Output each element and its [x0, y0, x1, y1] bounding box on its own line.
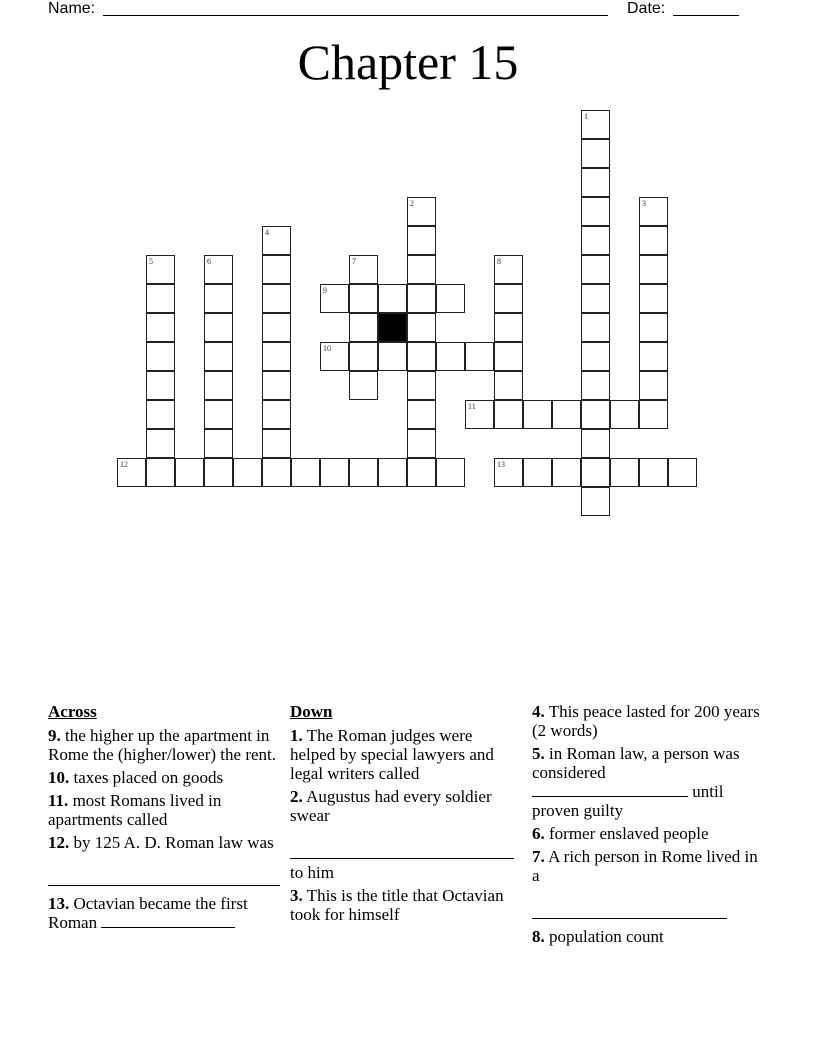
clue-text: former enslaved people — [549, 824, 709, 843]
clues-column-1 — [48, 702, 284, 936]
crossword-cell[interactable] — [436, 342, 465, 371]
clue-down-7 — [532, 847, 768, 923]
clue-down-4 — [532, 702, 768, 740]
crossword-cell[interactable] — [523, 400, 552, 429]
clue-text: most Romans lived in apartments called — [48, 791, 222, 829]
cell-number: 8 — [497, 257, 501, 266]
cell-number: 3 — [642, 199, 646, 208]
clue-across-12 — [48, 833, 284, 890]
clue-text: A rich person in Rome lived in a — [532, 847, 758, 885]
clue-down-6 — [532, 824, 768, 843]
crossword-cell[interactable] — [407, 371, 436, 400]
name-field[interactable] — [103, 15, 608, 16]
clue-across-11 — [48, 791, 284, 829]
crossword-cell[interactable] — [204, 400, 233, 429]
clue-text: This is the title that Octavian took for himself — [290, 886, 504, 924]
crossword-cell[interactable] — [436, 458, 465, 487]
clue-across-13 — [48, 894, 284, 932]
crossword-cell[interactable] — [494, 255, 523, 284]
answer-blank — [290, 844, 514, 859]
clue-text: Augustus had every soldier swear — [290, 787, 492, 825]
clue-text: the higher up the apartment in Rome the (higher/lower) the rent. — [48, 726, 277, 764]
crossword-cell[interactable] — [262, 226, 291, 255]
worksheet-header — [48, 0, 748, 20]
clue-down-1 — [290, 726, 520, 783]
crossword-cell[interactable] — [146, 342, 175, 371]
clues-column-2 — [290, 702, 520, 928]
clue-text-continued: until proven guilty — [532, 782, 724, 820]
crossword-cell[interactable] — [639, 458, 668, 487]
clue-number: 13. — [48, 894, 70, 913]
crossword-cell[interactable] — [552, 458, 581, 487]
cell-number: 11 — [468, 402, 476, 411]
crossword-cell[interactable] — [233, 458, 262, 487]
crossword-cell[interactable] — [204, 429, 233, 458]
crossword-cell[interactable] — [349, 458, 378, 487]
crossword-cell[interactable] — [494, 371, 523, 400]
answer-blank — [48, 871, 280, 886]
crossword-cell[interactable] — [262, 458, 291, 487]
name-label: Name: — [48, 0, 96, 17]
crossword-cell[interactable] — [349, 255, 378, 284]
crossword-cell[interactable] — [146, 313, 175, 342]
crossword-cell[interactable] — [581, 313, 610, 342]
answer-blank — [532, 782, 688, 797]
crossword-cell[interactable] — [349, 371, 378, 400]
clue-down-2 — [290, 787, 520, 882]
crossword-cell[interactable] — [581, 168, 610, 197]
crossword-cell[interactable] — [320, 284, 349, 313]
crossword-cell[interactable] — [581, 458, 610, 487]
crossword-cell[interactable] — [407, 458, 436, 487]
crossword-cell[interactable] — [262, 429, 291, 458]
crossword-cell[interactable] — [378, 284, 407, 313]
black-square — [378, 313, 407, 342]
crossword-cell[interactable] — [581, 487, 610, 516]
crossword-cell[interactable] — [494, 284, 523, 313]
crossword-cell[interactable] — [320, 342, 349, 371]
crossword-cell[interactable] — [581, 226, 610, 255]
crossword-cell[interactable] — [581, 255, 610, 284]
crossword-cell[interactable] — [407, 400, 436, 429]
crossword-cell[interactable] — [407, 284, 436, 313]
clue-number: 6. — [532, 824, 545, 843]
clue-across-9 — [48, 726, 284, 764]
date-field[interactable] — [673, 15, 739, 16]
down-heading: Down — [290, 702, 333, 721]
crossword-cell[interactable] — [204, 313, 233, 342]
clue-number: 2. — [290, 787, 303, 806]
across-heading: Across — [48, 702, 97, 721]
crossword-cell[interactable] — [407, 255, 436, 284]
crossword-cell[interactable] — [146, 458, 175, 487]
clue-down-5 — [532, 744, 768, 820]
clue-number: 7. — [532, 847, 545, 866]
clue-down-8 — [532, 927, 768, 946]
crossword-cell[interactable] — [407, 226, 436, 255]
crossword-cell[interactable] — [262, 255, 291, 284]
crossword-cell[interactable] — [204, 371, 233, 400]
crossword-cell[interactable] — [639, 255, 668, 284]
cell-number: 6 — [207, 257, 211, 266]
crossword-cell[interactable] — [262, 284, 291, 313]
crossword-cell[interactable] — [378, 458, 407, 487]
crossword-cell[interactable] — [610, 400, 639, 429]
crossword-cell[interactable] — [581, 429, 610, 458]
crossword-cell[interactable] — [291, 458, 320, 487]
clue-number: 11. — [48, 791, 69, 810]
cell-number: 4 — [265, 228, 269, 237]
clue-number: 3. — [290, 886, 303, 905]
crossword-cell[interactable] — [146, 429, 175, 458]
crossword-cell[interactable] — [204, 255, 233, 284]
crossword-cell[interactable] — [465, 400, 494, 429]
date-label: Date: — [627, 0, 666, 17]
cell-number: 2 — [410, 199, 414, 208]
cell-number: 5 — [149, 257, 153, 266]
crossword-cell[interactable] — [262, 313, 291, 342]
clue-number: 5. — [532, 744, 545, 763]
crossword-cell[interactable] — [639, 342, 668, 371]
crossword-cell[interactable] — [407, 429, 436, 458]
crossword-cell[interactable] — [610, 458, 639, 487]
crossword-cell[interactable] — [320, 458, 349, 487]
crossword-cell[interactable] — [668, 458, 697, 487]
crossword-cell[interactable] — [639, 400, 668, 429]
crossword-cell[interactable] — [146, 284, 175, 313]
crossword-cell[interactable] — [204, 458, 233, 487]
clue-number: 10. — [48, 768, 70, 787]
clue-text: in Roman law, a person was considered — [532, 744, 740, 782]
clue-text: taxes placed on goods — [73, 768, 224, 787]
crossword-cell[interactable] — [465, 342, 494, 371]
crossword-cell[interactable] — [581, 371, 610, 400]
crossword-cell[interactable] — [639, 197, 668, 226]
clue-number: 4. — [532, 702, 545, 721]
crossword-cell[interactable] — [581, 197, 610, 226]
crossword-cell[interactable] — [639, 226, 668, 255]
clue-number: 9. — [48, 726, 61, 745]
crossword-cell[interactable] — [523, 458, 552, 487]
clues-column-3 — [532, 702, 768, 950]
crossword-cell[interactable] — [407, 197, 436, 226]
clue-text: This peace lasted for 200 years (2 words) — [532, 702, 760, 740]
cell-number: 7 — [352, 257, 356, 266]
crossword-cell[interactable] — [204, 284, 233, 313]
clue-across-10 — [48, 768, 284, 787]
crossword-cell[interactable] — [262, 371, 291, 400]
clue-down-3 — [290, 886, 520, 924]
clue-text: The Roman judges were helped by special lawyers and legal writers called — [290, 726, 494, 783]
crossword-grid — [117, 110, 699, 518]
clue-text: by 125 A. D. Roman law was — [73, 833, 274, 852]
crossword-cell[interactable] — [436, 284, 465, 313]
cell-number: 13 — [497, 460, 505, 469]
crossword-cell[interactable] — [262, 342, 291, 371]
crossword-cell[interactable] — [639, 313, 668, 342]
crossword-cell[interactable] — [146, 255, 175, 284]
crossword-cell[interactable] — [349, 284, 378, 313]
crossword-cell[interactable] — [146, 400, 175, 429]
clue-text-continued: to him — [290, 863, 334, 882]
crossword-cell[interactable] — [552, 400, 581, 429]
crossword-cell[interactable] — [407, 313, 436, 342]
crossword-cell[interactable] — [349, 342, 378, 371]
cell-number: 12 — [120, 460, 128, 469]
crossword-cell[interactable] — [117, 458, 146, 487]
page-title: Chapter 15 — [297, 34, 519, 90]
crossword-cell[interactable] — [639, 371, 668, 400]
crossword-cell[interactable] — [349, 313, 378, 342]
crossword-cell[interactable] — [204, 342, 233, 371]
cell-number: 1 — [584, 112, 588, 121]
crossword-cell[interactable] — [175, 458, 204, 487]
crossword-cell[interactable] — [581, 342, 610, 371]
clue-text: Octavian became the first Roman — [48, 894, 248, 932]
crossword-cell[interactable] — [407, 342, 436, 371]
crossword-cell[interactable] — [262, 400, 291, 429]
answer-blank — [101, 913, 235, 928]
clue-number: 1. — [290, 726, 303, 745]
crossword-cell[interactable] — [581, 400, 610, 429]
crossword-cell[interactable] — [639, 284, 668, 313]
answer-blank — [532, 904, 727, 919]
clue-number: 8. — [532, 927, 545, 946]
clue-number: 12. — [48, 833, 70, 852]
cell-number: 10 — [323, 344, 331, 353]
clue-text: population count — [549, 927, 664, 946]
crossword-cell[interactable] — [581, 284, 610, 313]
crossword-cell[interactable] — [581, 139, 610, 168]
crossword-cell[interactable] — [494, 313, 523, 342]
crossword-cell[interactable] — [494, 458, 523, 487]
cell-number: 9 — [323, 286, 327, 295]
crossword-cell[interactable] — [581, 110, 610, 139]
crossword-cell[interactable] — [378, 342, 407, 371]
crossword-cell[interactable] — [146, 371, 175, 400]
crossword-cell[interactable] — [494, 400, 523, 429]
crossword-cell[interactable] — [494, 342, 523, 371]
